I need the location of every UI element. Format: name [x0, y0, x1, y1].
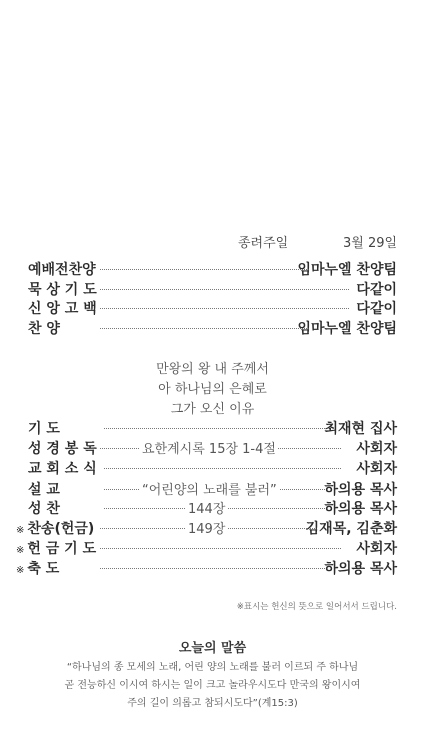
service-date: 3월 29일	[343, 236, 398, 251]
scripture-text: 곧 전능하신 이시여 하시는 일이 크고 놀라우시도다 만국의 왕이시여	[64, 680, 361, 691]
order-label: ※ 헌 금 기 도	[16, 541, 97, 557]
order-value: 최재현 집사	[324, 421, 397, 437]
sermon-title: “어린양의 노래를 불러”	[140, 479, 279, 498]
scripture-text: “하나님의 종 모세의 노래, 어린 양의 노래를 불러 이르되 주 하나님	[66, 662, 359, 673]
order-row	[0, 418, 425, 436]
order-label: 성 찬	[28, 501, 60, 517]
order-label: 성 경 봉 독	[28, 441, 97, 457]
order-label: 교 회 소 식	[28, 461, 97, 477]
dotted-leader	[100, 269, 307, 270]
order-value: 다같이	[356, 301, 397, 317]
order-value: 김재목, 김춘화	[305, 521, 397, 537]
order-row	[0, 498, 425, 516]
order-value: 사회자	[356, 461, 397, 477]
stand-mark: ※	[16, 545, 25, 556]
stand-mark: ※	[16, 565, 25, 576]
word-title: 오늘의 말씀	[178, 641, 247, 656]
stand-mark: ※	[16, 525, 25, 536]
order-row	[0, 318, 425, 336]
order-label: 신 앙 고 백	[28, 301, 97, 317]
order-label: 설 교	[28, 482, 60, 498]
order-label: 기 도	[28, 421, 60, 437]
order-row	[0, 259, 425, 277]
dotted-leader	[100, 308, 349, 309]
order-label: ※ 축 도	[16, 561, 60, 577]
scripture-reference: 요한계시록 15장 1-4절	[140, 438, 278, 457]
dotted-leader	[104, 428, 327, 429]
order-row	[0, 538, 425, 556]
hymn-number: 149장	[186, 518, 227, 537]
dotted-leader	[100, 328, 307, 329]
order-row	[0, 298, 425, 316]
order-value: 하의용 목사	[324, 482, 397, 498]
dotted-leader	[104, 468, 341, 469]
hymn-number: 144장	[186, 498, 227, 517]
scripture-text: 주의 길이 의롭고 참되시도다”(계15:3)	[127, 698, 298, 709]
order-label: 묵 상 기 도	[28, 282, 97, 298]
order-value: 임마누엘 찬양팀	[297, 262, 397, 278]
order-label: 예배전찬양	[28, 262, 96, 278]
order-row	[0, 458, 425, 476]
order-value: 다같이	[356, 282, 397, 298]
hymn-title: 아 하나님의 은혜로	[158, 382, 267, 397]
dotted-leader	[100, 289, 349, 290]
order-value: 사회자	[356, 441, 397, 457]
order-row	[0, 438, 425, 456]
hymn-title: 그가 오신 이유	[170, 402, 255, 417]
order-row	[0, 518, 425, 536]
dotted-leader	[100, 568, 325, 569]
dotted-leader	[100, 548, 341, 549]
order-row	[0, 279, 425, 297]
hymn-title: 만왕의 왕 내 주께서	[156, 362, 269, 377]
order-value: 하의용 목사	[324, 501, 397, 517]
order-value: 임마누엘 찬양팀	[297, 321, 397, 337]
stand-note: ※표시는 헌신의 뜻으로 일어서서 드립니다.	[236, 602, 397, 612]
sunday-name: 종려주일	[238, 236, 289, 251]
order-value: 하의용 목사	[324, 561, 397, 577]
order-label: ※ 찬송(헌금)	[16, 521, 95, 537]
order-label: 찬 양	[28, 321, 60, 337]
order-row	[0, 558, 425, 576]
order-row	[0, 479, 425, 497]
order-value: 사회자	[356, 541, 397, 557]
